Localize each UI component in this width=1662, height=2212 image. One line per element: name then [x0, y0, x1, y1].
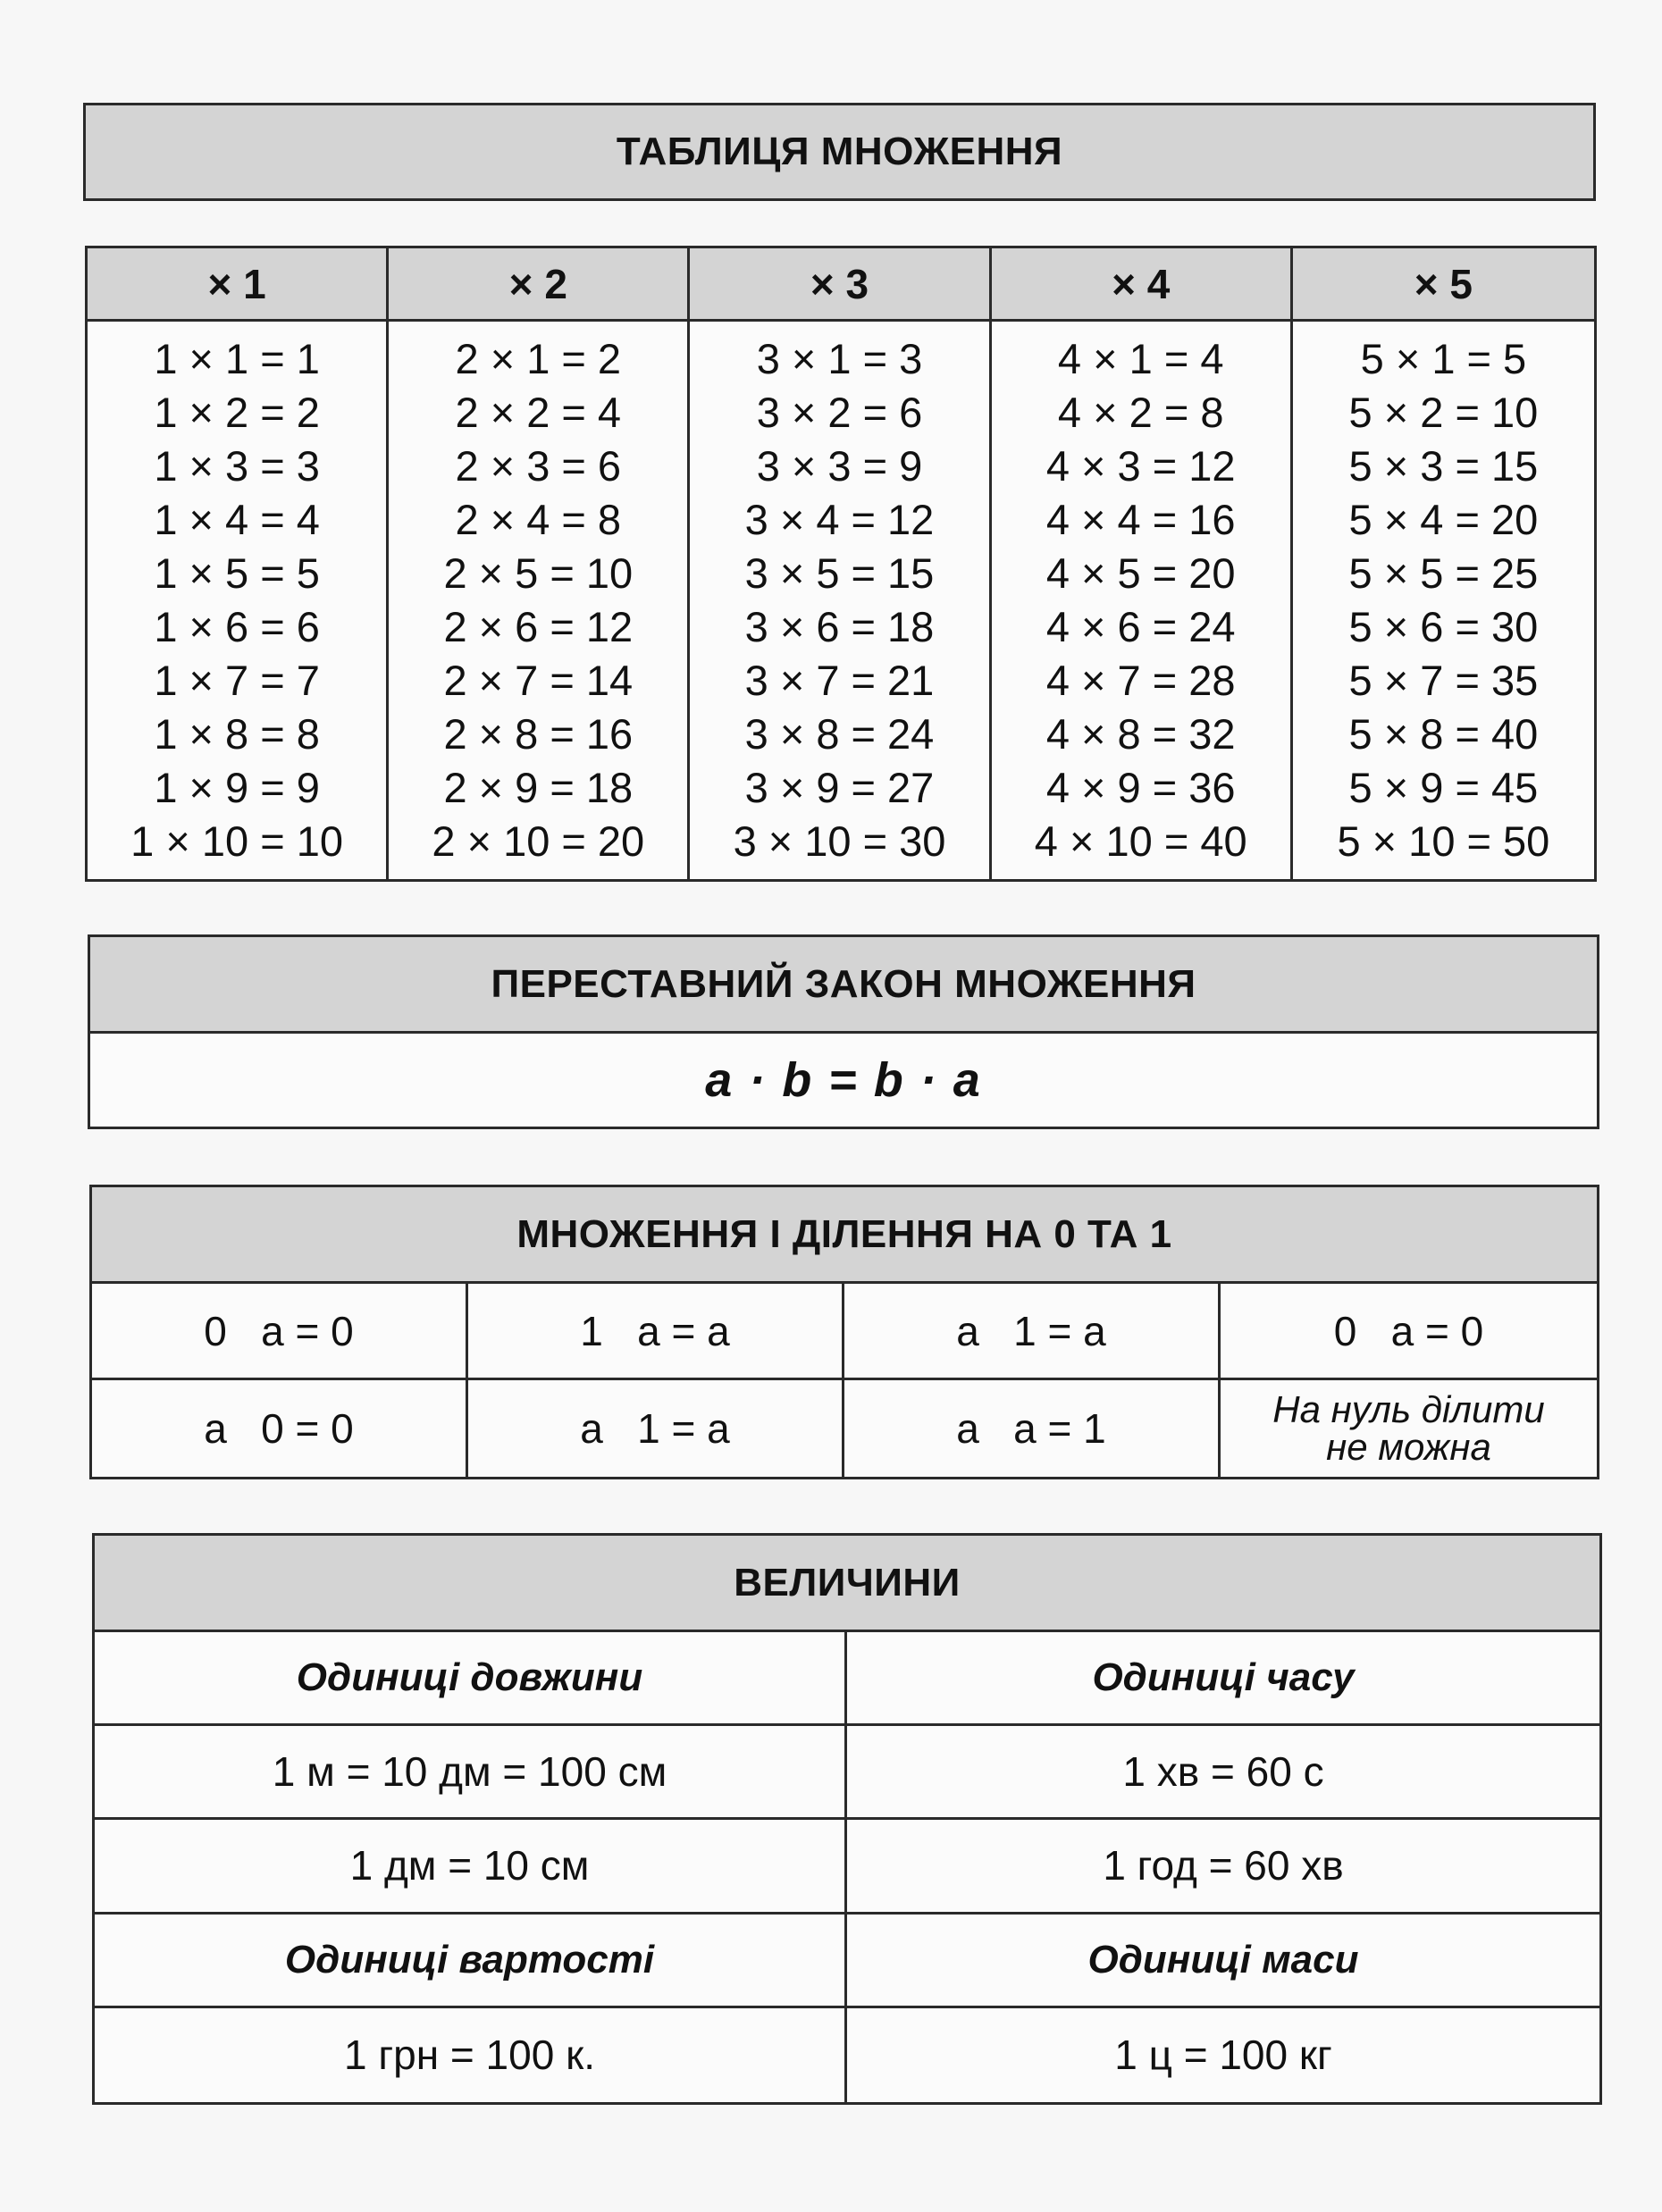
multiplication-fact: 4 × 6 = 24 — [1045, 603, 1236, 650]
mass-units-title: Одиниці маси — [847, 1915, 1599, 2008]
multiplication-fact: 4 × 9 = 36 — [1045, 764, 1236, 811]
rule-cell: 0 a = 0 — [92, 1284, 468, 1380]
multiplication-fact: 4 × 10 = 40 — [1034, 817, 1247, 865]
length-units-title: Одиниці довжини — [95, 1632, 847, 1726]
column-body-x3 — [690, 322, 991, 879]
column-header-x5: × 5 — [1293, 248, 1594, 322]
zero-one-grid — [92, 1284, 1597, 1477]
multiplication-fact: 2 × 8 = 16 — [443, 710, 634, 758]
multiplication-fact: 1 × 9 = 9 — [154, 764, 320, 811]
multiplication-fact: 4 × 3 = 12 — [1045, 442, 1236, 490]
length-row-1: 1 м = 10 дм = 100 см — [95, 1726, 847, 1820]
quantities-grid — [95, 1632, 1599, 2102]
rule-cell: a 1 = a — [844, 1284, 1221, 1380]
multiplication-fact: 2 × 4 = 8 — [455, 496, 622, 543]
multiplication-fact: 3 × 2 = 6 — [756, 389, 923, 436]
rule-cell: a a = 1 — [844, 1380, 1221, 1477]
multiplication-fact: 3 × 3 = 9 — [756, 442, 923, 490]
rule-cell: a 1 = a — [468, 1380, 844, 1477]
multiplication-fact: 5 × 1 = 5 — [1360, 335, 1527, 382]
multiplication-fact: 5 × 7 = 35 — [1348, 657, 1539, 704]
zero-one-header: МНОЖЕННЯ І ДІЛЕННЯ НА 0 ТА 1 — [92, 1187, 1597, 1284]
column-body-x1 — [88, 322, 389, 879]
division-by-zero-note — [1221, 1380, 1597, 1477]
column-header-x1: × 1 — [88, 248, 389, 322]
time-units-title: Одиниці часу — [847, 1632, 1599, 1726]
multiplication-fact: 2 × 7 = 14 — [443, 657, 634, 704]
column-header-x2: × 2 — [389, 248, 690, 322]
column-header-x4: × 4 — [992, 248, 1293, 322]
multiplication-fact: 4 × 4 = 16 — [1045, 496, 1236, 543]
multiplication-fact: 2 × 3 = 6 — [455, 442, 622, 490]
multiplication-fact: 5 × 6 = 30 — [1348, 603, 1539, 650]
multiplication-fact: 2 × 6 = 12 — [443, 603, 634, 650]
time-row-1: 1 хв = 60 с — [847, 1726, 1599, 1820]
multiplication-fact: 1 × 8 = 8 — [154, 710, 320, 758]
multiplication-fact: 4 × 7 = 28 — [1045, 657, 1236, 704]
multiplication-fact: 2 × 9 = 18 — [443, 764, 634, 811]
title-box — [83, 103, 1596, 201]
multiplication-fact: 5 × 8 = 40 — [1348, 710, 1539, 758]
commutative-formula: a · b = b · a — [705, 1053, 982, 1107]
commutative-law-box — [88, 934, 1599, 1129]
multiplication-fact: 4 × 8 = 32 — [1045, 710, 1236, 758]
note-line-2: не можна — [1326, 1426, 1491, 1468]
multiplication-fact: 4 × 5 = 20 — [1045, 549, 1236, 597]
rule-cell: 1 a = a — [468, 1284, 844, 1380]
rule-cell: a 0 = 0 — [92, 1380, 468, 1477]
quantities-box — [92, 1533, 1602, 2105]
multiplication-fact: 1 × 6 = 6 — [154, 603, 320, 650]
note-line-1: На нуль ділити — [1272, 1388, 1545, 1430]
multiplication-fact: 5 × 3 = 15 — [1348, 442, 1539, 490]
multiplication-fact: 5 × 9 = 45 — [1348, 764, 1539, 811]
multiplication-fact: 3 × 7 = 21 — [744, 657, 935, 704]
multiplication-fact: 2 × 10 = 20 — [432, 817, 645, 865]
multiplication-fact: 1 × 7 = 7 — [154, 657, 320, 704]
multiplication-fact: 1 × 2 = 2 — [154, 389, 320, 436]
multiplication-fact: 4 × 1 = 4 — [1057, 335, 1224, 382]
multiplication-fact: 2 × 2 = 4 — [455, 389, 622, 436]
multiplication-fact: 5 × 5 = 25 — [1348, 549, 1539, 597]
multiplication-fact: 2 × 5 = 10 — [443, 549, 634, 597]
page-title: ТАБЛИЦЯ МНОЖЕННЯ — [86, 105, 1593, 198]
quantities-header: ВЕЛИЧИНИ — [95, 1536, 1599, 1632]
multiplication-fact: 5 × 10 = 50 — [1337, 817, 1550, 865]
multiplication-fact: 3 × 8 = 24 — [744, 710, 935, 758]
multiplication-fact: 3 × 9 = 27 — [744, 764, 935, 811]
column-body-x5 — [1293, 322, 1594, 879]
multiplication-fact: 3 × 10 = 30 — [733, 817, 946, 865]
mass-row-1: 1 ц = 100 кг — [1114, 2032, 1332, 2079]
column-header-x3: × 3 — [690, 248, 991, 322]
multiplication-table — [85, 246, 1597, 882]
multiplication-fact: 3 × 6 = 18 — [744, 603, 935, 650]
time-row-2: 1 год = 60 хв — [847, 1820, 1599, 1914]
multiplication-fact: 3 × 4 = 12 — [744, 496, 935, 543]
multiplication-fact: 5 × 2 = 10 — [1348, 389, 1539, 436]
multiplication-fact: 1 × 3 = 3 — [154, 442, 320, 490]
multiplication-fact: 2 × 1 = 2 — [455, 335, 622, 382]
multiplication-fact: 5 × 4 = 20 — [1348, 496, 1539, 543]
cost-row-1: 1 грн = 100 к. — [95, 2008, 847, 2102]
zero-one-box — [89, 1185, 1599, 1479]
length-row-2: 1 дм = 10 см — [95, 1820, 847, 1914]
multiplication-fact: 3 × 5 = 15 — [744, 549, 935, 597]
multiplication-fact: 1 × 10 = 10 — [130, 817, 343, 865]
multiplication-fact: 3 × 1 = 3 — [756, 335, 923, 382]
column-body-x4 — [992, 322, 1293, 879]
rule-cell: 0 a = 0 — [1221, 1284, 1597, 1380]
cost-units-title: Одиниці вартості — [95, 1915, 847, 2008]
commutative-law-header: ПЕРЕСТАВНИЙ ЗАКОН МНОЖЕННЯ — [90, 937, 1597, 1034]
multiplication-fact: 1 × 5 = 5 — [154, 549, 320, 597]
multiplication-fact: 1 × 1 = 1 — [154, 335, 320, 382]
multiplication-fact: 4 × 2 = 8 — [1057, 389, 1224, 436]
column-body-x2 — [389, 322, 690, 879]
multiplication-fact: 1 × 4 = 4 — [154, 496, 320, 543]
